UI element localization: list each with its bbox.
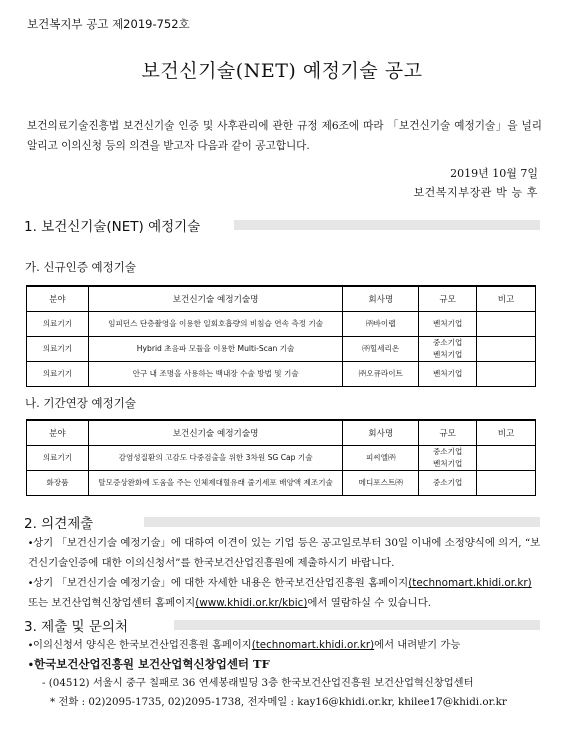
col-header-field: 분야 <box>27 420 89 445</box>
cell-note <box>477 311 536 336</box>
cell-size: 벤처기업 <box>419 311 477 336</box>
contact-address: - (04512) 서울시 중구 칠패로 36 연세봉래빌딩 3층 한국보건산업진흥원 보건산업혁신창업센터 <box>42 677 474 689</box>
notice-number: 보건복지부 공고 제2019-752호 <box>27 17 190 31</box>
cell-field: 의료기기 <box>27 445 89 470</box>
section-heading-text: 2. 의견제출 <box>24 516 94 532</box>
col-header-tech-name: 보건신기술 예정기술명 <box>88 420 342 445</box>
table-header-row <box>27 286 536 311</box>
table-row <box>27 470 536 495</box>
contact-body <box>28 636 548 712</box>
cell-size-line1: 중소기업 <box>432 337 463 347</box>
opinion-body <box>28 533 543 613</box>
notice-date: 2019년 10월 7일 <box>450 167 538 180</box>
cell-tech-name: 임피던스 단층촬영을 이용한 일회호흡량의 비침습 연속 측정 기술 <box>88 311 342 336</box>
cell-company: ㈜힐세리온 <box>343 336 419 361</box>
kbic-link[interactable]: (www.khidi.or.kr/kbic) <box>195 597 308 609</box>
table-row <box>27 336 536 361</box>
signer: 보건복지부장관 박 능 후 <box>413 186 538 199</box>
cell-field: 화장품 <box>27 470 89 495</box>
cell-size <box>419 336 477 361</box>
cell-tech-name: 탈모증상완화에 도움을 주는 인체제대혈유래 줄기세포 배양액 제조기술 <box>88 470 342 495</box>
cell-tech-name: 안구 내 조명을 사용하는 백내장 수술 방법 및 기술 <box>88 361 342 386</box>
cell-company: 메디포스트㈜ <box>343 470 419 495</box>
cell-size-line2: 벤처기업 <box>432 349 463 359</box>
cell-field: 의료기기 <box>27 336 89 361</box>
section-heading-opinion <box>24 511 540 533</box>
section-heading-bar <box>174 620 540 630</box>
col-header-company: 회사명 <box>343 420 419 445</box>
section-heading-bar <box>234 220 540 230</box>
subheading-new-certification: 가. 신규인증 예정기술 <box>25 260 136 274</box>
cell-size <box>419 445 477 470</box>
extension-table <box>26 419 536 496</box>
opinion-line-2-text: ∙상기 「보건신기술 예정기술」에 대한 자세한 내용은 한국보건산업진흥원 홈페이지 <box>28 577 409 589</box>
cell-note <box>477 470 536 495</box>
cell-size: 중소기업 <box>419 470 477 495</box>
cell-note <box>477 336 536 361</box>
cell-note <box>477 445 536 470</box>
col-header-note: 비고 <box>477 420 536 445</box>
col-header-company: 회사명 <box>343 286 419 311</box>
opinion-line-2 <box>28 573 543 613</box>
subheading-extension: 나. 기간연장 예정기술 <box>25 396 136 410</box>
cell-tech-name: Hybrid 초음파 모듈을 이용한 Multi-Scan 기술 <box>88 336 342 361</box>
cell-tech-name: 감염성질환의 고감도 다중검출을 위한 3차원 SG Cap 기술 <box>88 445 342 470</box>
opinion-line-2-text-c: 에서 열람하실 수 있습니다. <box>307 597 432 609</box>
cell-size-line1: 중소기업 <box>432 446 463 456</box>
contact-line-1-text-b: 에서 내려받기 가능 <box>374 639 461 651</box>
technomart-link[interactable]: (technomart.khidi.or.kr) <box>408 577 532 589</box>
section-heading-text: 3. 제출 및 문의처 <box>24 619 128 635</box>
cell-field: 의료기기 <box>27 311 89 336</box>
cell-size: 벤처기업 <box>419 361 477 386</box>
contact-phone-email: * 전화 : 02)2095-1735, 02)2095-1738, 전자메일 : kay16@khidi.or.kr, khilee17@khidi.or.kr <box>50 696 507 708</box>
opinion-line-2-text-b: 또는 보건산업혁신창업센터 홈페이지 <box>28 597 196 609</box>
cell-field: 의료기기 <box>27 361 89 386</box>
page-title: 보건신기술(NET) 예정기술 공고 <box>141 60 423 82</box>
col-header-field: 분야 <box>27 286 89 311</box>
cell-size-line2: 벤처기업 <box>432 458 463 468</box>
col-header-tech-name: 보건신기술 예정기술명 <box>88 286 342 311</box>
col-header-size: 규모 <box>419 286 477 311</box>
contact-line-1-text: ∙이의신청서 양식은 한국보건산업진흥원 홈페이지 <box>28 639 252 651</box>
opinion-line-1: ∙상기 「보건신기술 예정기술」에 대하여 이견이 있는 기업 등은 공고일로부터 30일 이내에 소정양식에 의거, “보건신기술인증에 대한 이의신청서”를 한국보건산업진흥원에 제출하시기 바랍니다. <box>28 537 541 569</box>
cell-company: 피씨엘㈜ <box>343 445 419 470</box>
table-row <box>27 311 536 336</box>
table-row <box>27 361 536 386</box>
section-heading-technologies <box>24 214 540 236</box>
new-certification-table <box>26 285 536 387</box>
col-header-note: 비고 <box>477 286 536 311</box>
section-heading-bar <box>144 517 540 527</box>
col-header-size: 규모 <box>419 420 477 445</box>
contact-line-1 <box>28 636 548 655</box>
intro-paragraph: 보건의료기술진흥법 보건신기술 인증 및 사후관리에 관한 규정 제6조에 따라 「보건신기술 예정기술」을 널리 알리고 이의신청 등의 의견을 받고자 다음과 같이 공고합니다. <box>27 120 542 152</box>
section-heading-contact <box>24 614 540 636</box>
contact-organization: ∙한국보건산업진흥원 보건산업혁신창업센터 TF <box>28 657 270 671</box>
technomart-link-2[interactable]: (technomart.khidi.or.kr) <box>251 639 375 651</box>
cell-note <box>477 361 536 386</box>
table-header-row <box>27 420 536 445</box>
table-row <box>27 445 536 470</box>
section-heading-text: 1. 보건신기술(NET) 예정기술 <box>24 219 201 235</box>
cell-company: ㈜오큐라이트 <box>343 361 419 386</box>
cell-company: ㈜바이랩 <box>343 311 419 336</box>
